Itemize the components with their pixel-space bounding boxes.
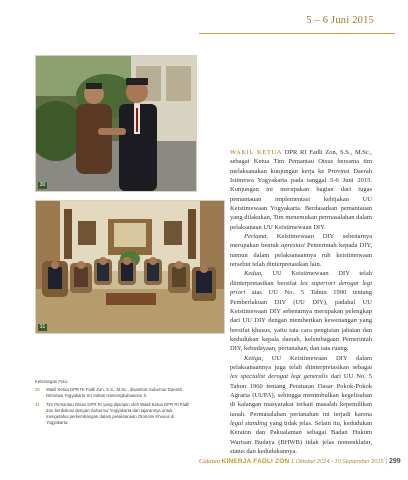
page-footer (199, 458, 401, 465)
article-p4-italic: lex specialist derogat legi generalis (230, 373, 328, 381)
photo-handshake-image (36, 56, 196, 191)
caption-text: Tim Pemantau Otsus DPR RI yang dipimpin oleh Wakil Ketua DPR RI Fadli Zon berdiskusi dengan Gubernur Yogyakarta dan jajarannya untuk mengetahui perkembangan dalam pelaksanaan Otonomi Khusus di Yogyakarta. (46, 401, 190, 426)
article-p2-text: , Keistimewaan DIY sebenarnya merupakan bentuk (230, 233, 372, 250)
article-p4-italic-2: legal standing (230, 419, 268, 427)
footer-separator: | (385, 458, 388, 465)
photo-handshake (35, 55, 197, 192)
footer-catatan: Catatan (199, 458, 222, 465)
caption-text: Wakil Ketua DPR RI Fadli Zon, S.S., M.Sc., disambut Gubernur Daerah Istimewa Yogyakarta Sri Sultan Hamengkubuwono X. (46, 387, 182, 399)
article-paragraph-4 (230, 354, 372, 457)
caption-item (35, 402, 195, 427)
captions-title: Keterangan Foto: (35, 379, 69, 384)
article-paragraph-2 (230, 232, 372, 269)
photo-captions (35, 379, 195, 426)
article-p3-italic: lex superiori derogat legi priori (230, 279, 372, 297)
photo-number-31: 31 (39, 324, 46, 330)
article-p3-text-end: atas UU No. 5 Tahun 1990 tentang Pemberlakuan DIY (UU DIY), padahal UU Keistimewaan DIY sebenarnya merupakan pelengkap dari UU DIY dengan memberikan kewenangan yang bersifat khusus, yaitu tata cara pengisian jabatan dan kedudukan kepala daerah, kelembagaan Pemerintah DIY, kebudayaan, pertanahan, dan tata ruang. (230, 289, 372, 353)
article-p2-text-end: Pemerintah kepada DIY, namun dalam pelaksanaannya ruh keistimewaan tersebut telah dinterpretasikan lain. (230, 242, 372, 269)
article-p2-lead: Pertama (244, 233, 267, 241)
caption-number: 31 (35, 401, 40, 407)
photo-number-30: 30 (39, 182, 46, 188)
caption-number: 30 (35, 387, 40, 393)
article-paragraph-3 (230, 269, 372, 353)
article-p3-lead: Kedua (244, 270, 261, 278)
article-p2-italic: apresiasi (281, 242, 305, 250)
article-p4-lead: Ketiga (244, 354, 262, 362)
caption-item (35, 387, 195, 399)
photo-meeting-room (35, 200, 225, 334)
header-date: 5 – 6 Juni 2015 (306, 15, 374, 26)
header-rule (199, 33, 395, 34)
article-p4-text-end: yang tidak jelas. Selain itu, kedudukan Keraton dan Pakualaman sebagai Badan Hukum Warisan Budaya (BHWB) tidak jelas nomenklatur, status dan kedudukannya. (230, 419, 373, 455)
page-number: 299 (388, 458, 401, 465)
article-p4-text: , UU Keistimewaan DIY dalam pelaksanaannya juga telah diinterpretasikan sebagai (230, 354, 372, 371)
footer-title: KINERJA FADLI ZON (221, 458, 290, 465)
photo-meeting-room-image (36, 201, 224, 333)
article-lead-name: WAKIL KETUA (230, 149, 283, 156)
article-p3-text: , UU Keistimewaan DIY telah diinterpretasikan bersifat (230, 270, 372, 287)
article-paragraph-1 (230, 148, 372, 232)
article-p4-text-mid: dari UU No. 5 Tahun 1960 tentang Peraturan Dasar Pokok-Pokok Agraria (UUPA), sehingga menimbulkan kegelisahan di kalangan masyarakat terkait masalah kepemilikan tanah. Permasalahan pertanahan ini terjadi karena (230, 373, 372, 418)
article-body (230, 148, 372, 456)
article-p1-text: DPR RI Fadli Zon, S.S., M.Sc., sebagai Ketua Tim Pemantau Otsus bersama tim melaksanakan kunjungan kerja ke Provinsi Daerah Istimewa Yogyakarta pada tanggal 5-6 Juni 2015. Kunjungan ini merupakan bagian dari tugas pemantauan implementasi kebijakan UU Keistimewaan Yogyakarta. Berdasarkan pemantauan yang dilakukan, Tim menemukan permasalahan dalam pelaksanaan UU Keistimewaan DIY. (230, 149, 372, 231)
footer-period: 1 Oktober 2014 - 10 September 2015 (289, 459, 384, 465)
